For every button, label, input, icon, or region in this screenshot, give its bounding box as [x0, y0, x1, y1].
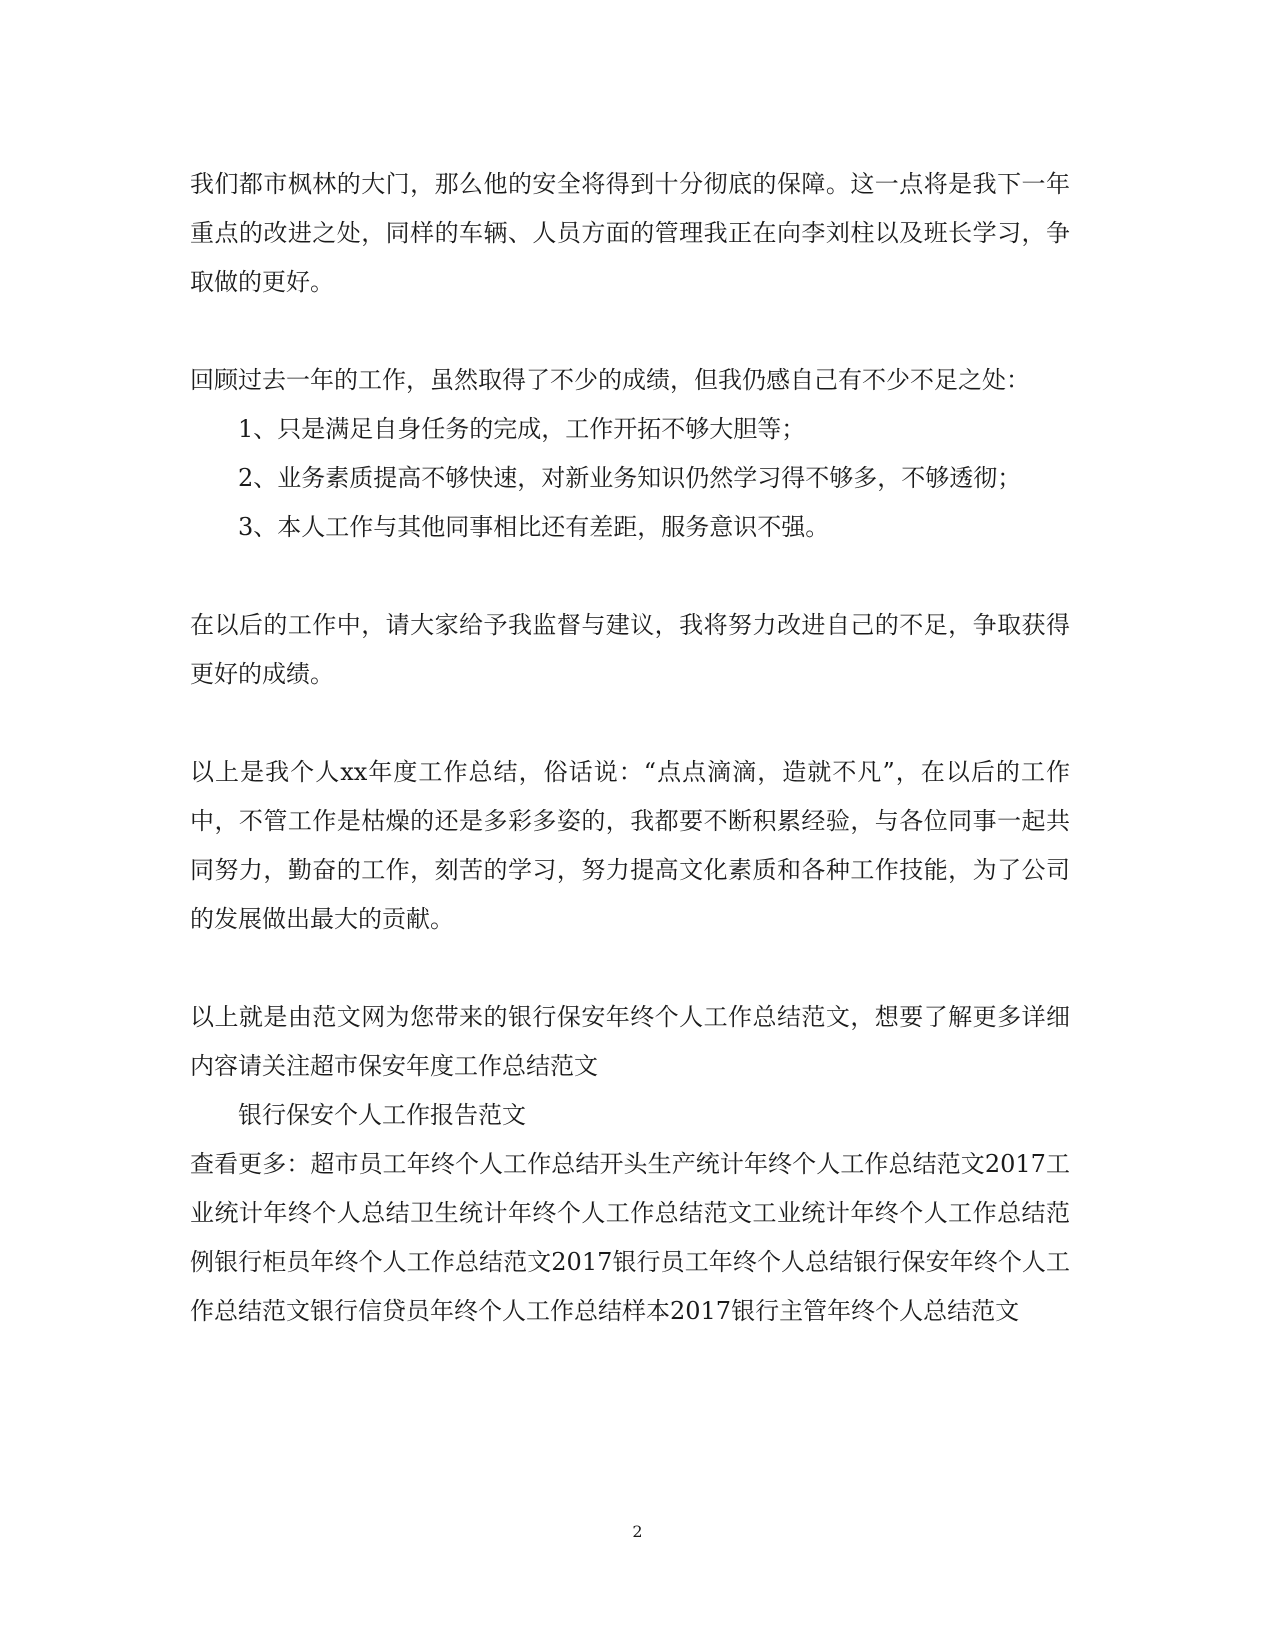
paragraph-future-work: 在以后的工作中，请大家给予我监督与建议，我将努力改进自己的不足，争取获得更好的成绩。 — [190, 611, 1070, 688]
paragraph-source-note: 以上就是由范文网为您带来的银行保安年终个人工作总结范文，想要了解更多详细内容请关注超市保安年度工作总结范文 — [190, 1003, 1070, 1080]
paragraph-security-improvement: 我们都市枫林的大门，那么他的安全将得到十分彻底的保障。这一点将是我下一年重点的改进之处，同样的车辆、人员方面的管理我正在向李刘柱以及班长学习，争取做的更好。 — [190, 170, 1070, 296]
document-body — [190, 160, 1070, 1336]
page-number: 2 — [632, 1522, 643, 1541]
related-article-title: 银行保安个人工作报告范文 — [238, 1101, 526, 1129]
paragraph-see-more: 查看更多：超市员工年终个人工作总结开头生产统计年终个人工作总结范文2017工业统计年终个人总结卫生统计年终个人工作总结范文工业统计年终个人工作总结范例银行柜员年终个人工作总结范文2017银行员工年终个人总结银行保安年终个人工作总结范文银行信贷员年终个人工作总结样本2017银行主管年终个人总结范文 — [190, 1150, 1070, 1325]
paragraph-review-intro: 回顾过去一年的工作，虽然取得了不少的成绩，但我仍感自己有不少不足之处： — [190, 366, 1030, 394]
list-item-shortcoming-2: 2、业务素质提高不够快速，对新业务知识仍然学习得不够多，不够透彻； — [238, 464, 1022, 492]
paragraph-gap — [190, 699, 1070, 748]
paragraph-gap — [190, 307, 1070, 356]
list-item-shortcoming-3: 3、本人工作与其他同事相比还有差距，服务意识不强。 — [238, 513, 830, 541]
paragraph-gap — [190, 944, 1070, 993]
paragraph-gap — [190, 552, 1070, 601]
paragraph-summary-conclusion: 以上是我个人xx年度工作总结，俗话说：“点点滴滴，造就不凡”，在以后的工作中，不管工作是枯燥的还是多彩多姿的，我都要不断积累经验，与各位同事一起共同努力，勤奋的工作，刻苦的学习，努力提高文化素质和各种工作技能，为了公司的发展做出最大的贡献。 — [190, 758, 1070, 933]
list-item-shortcoming-1: 1、只是满足自身任务的完成，工作开拓不够大胆等； — [238, 415, 806, 443]
